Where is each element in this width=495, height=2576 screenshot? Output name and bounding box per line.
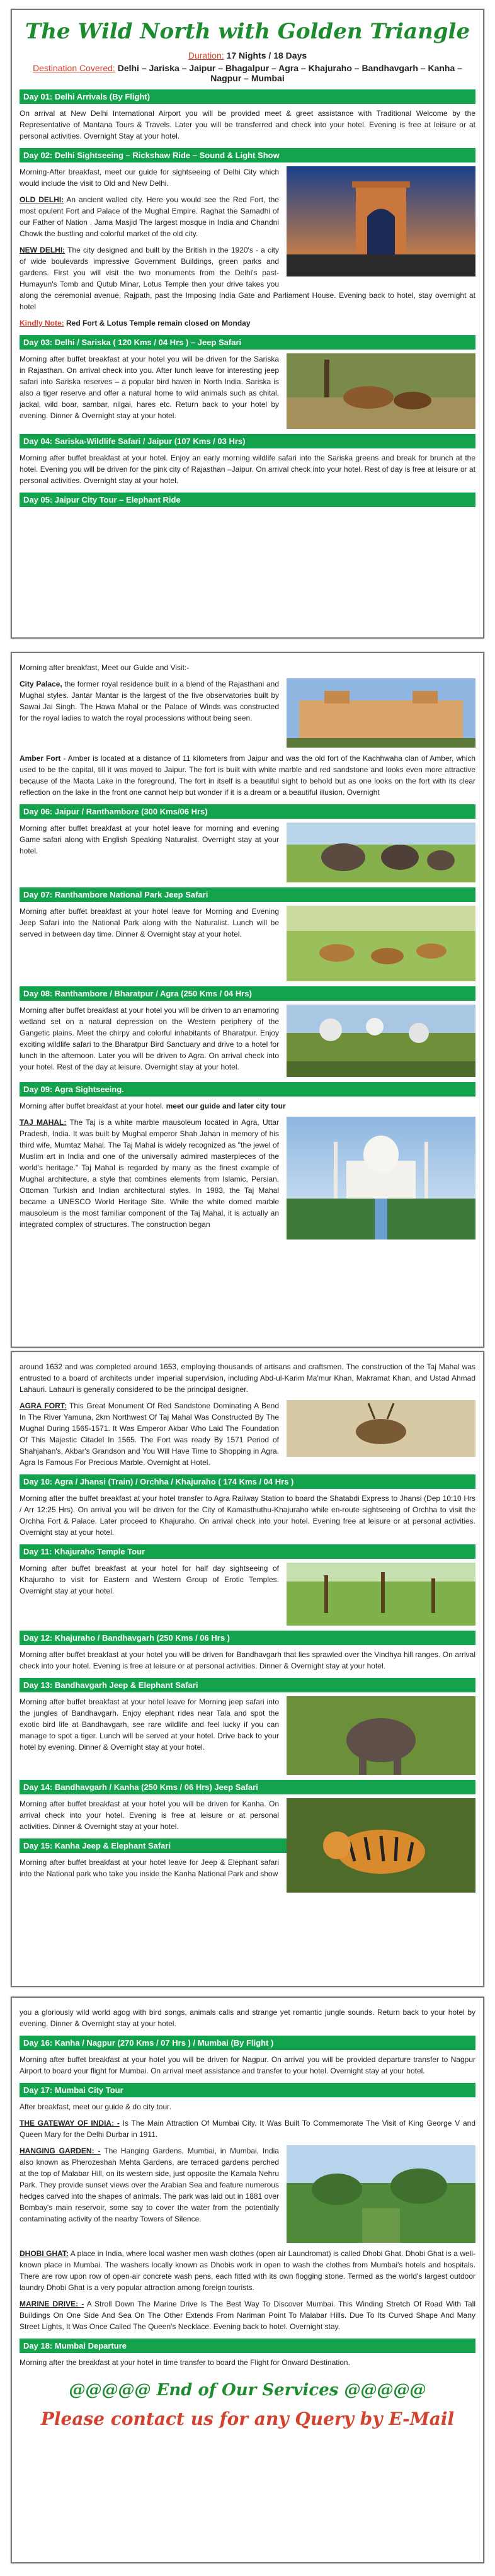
bharatpur-birds-photo xyxy=(287,1005,475,1077)
day-08-header: Day 08: Ranthambore / Bharatpur / Agra (250 Kms / 04 Hrs) xyxy=(20,986,475,1001)
kindly-note-label: Kindly Note: xyxy=(20,319,64,328)
agra-fort-deer-photo xyxy=(287,1400,475,1457)
page-4 xyxy=(11,1997,484,2563)
day-01-text: On arrival at New Delhi International Airport you will be provided meet & greet assistance with Traditional Welcome by the Representative of Mantana Tours & Travels. Later you will be transferred and check into your hotel. Evening is free at leisure or at personal activities. Overnight Stay at your hotel. xyxy=(20,109,475,140)
destinations-label: Destination Covered: xyxy=(33,63,115,73)
khajuraho-forest-photo xyxy=(287,1563,475,1626)
day-14-header: Day 14: Bandhavgarh / Kanha (250 Kms / 06 Hrs) Jeep Safari xyxy=(20,1780,475,1794)
marine-drive-paragraph xyxy=(20,2298,475,2332)
day-07-text: Morning after buffet breakfast at your hotel leave for Morning and Evening Jeep Safari into the National Park along with the Naturalist. Lunch will be served in between day time. Dinner & Overnight stay at your hotel. xyxy=(20,907,279,938)
marine-drive-text: A Stroll Down The Marine Drive Is The Best Way To Discover Mumbai. This Winding Stretch Of Road With Tall Buildings On One Side And Sea On The Other Extends From Nariman Point To Malabar Hills. Due To Its Curved Shape And Many Street Lights, It Was Once Called The Queen's Necklace. Evening back to hotel. Overnight stay. xyxy=(20,2300,476,2331)
contact-email-line: Please contact us for any Query by E-Mail xyxy=(40,2408,455,2429)
day-07-header: Day 07: Ranthambore National Park Jeep Safari xyxy=(20,887,475,902)
hanging-garden-label: HANGING GARDEN: - xyxy=(20,2146,101,2155)
page-1 xyxy=(11,9,484,639)
marine-drive-label: MARINE DRIVE: - xyxy=(20,2300,84,2308)
city-palace-text: the former royal residence built in a blend of the Rajasthani and Mughal styles. Jantar Mantar is the largest of the five observatories built by Sawai Jai Singh. The Hawa Mahal or the Palace of Winds was constructed for the royal ladies to watch the royal processions without being seen. xyxy=(20,680,280,722)
day-15-continued: you a gloriously wild world agog with bird songs, animals calls and strange yet romantic jungle sounds. Return back to your hotel by evening. Dinner & Overnight stay at your hotel. xyxy=(20,2008,475,2028)
taj-mahal-photo xyxy=(287,1117,475,1240)
ranthambore-elephants-photo xyxy=(287,823,475,882)
day-17-header: Day 17: Mumbai City Tour xyxy=(20,2083,475,2097)
day-03-header: Day 03: Delhi / Sariska ( 120 Kms / 04 Hrs ) – Jeep Safari xyxy=(20,335,475,350)
amber-fort-label: Amber Fort xyxy=(20,754,61,763)
kindly-note-text: Red Fort & Lotus Temple remain closed on Monday xyxy=(66,319,251,328)
taj-mahal-text: The Taj is a white marble mausoleum located in Agra, Uttar Pradesh, India. It was built by Mughal emperor Shah Jahan in memory of his third wife, Mumtaz Mahal. The Taj Mahal is widely recognized as "the jewel of Muslim art in India and one of the universally admired masterpieces of the world's heritage." Taj Mahal is regarded by many as the finest example of Mughal architecture, a style that combines elements from Islamic, Persian, Ottoman Turkish and Indian architectural styles. In 1983, the Taj Mahal became a UNESCO World Heritage Site. While the white domed marble mausoleum is the most familiar component of the Taj Mahal, it is actually an integrated complex of structures. The construction began xyxy=(20,1118,280,1229)
city-palace-photo xyxy=(287,678,475,748)
kindly-note xyxy=(20,317,475,329)
gateway-label: THE GATEWAY OF INDIA: - xyxy=(20,2119,120,2128)
day-01-header: Day 01: Delhi Arrivals (By Flight) xyxy=(20,89,475,104)
day-10-text: Morning after the buffet breakfast at your hotel transfer to Agra Railway Station to board the Shatabdi Express to Jhansi (Dep 10:10 Hrs / Arr 12:25 Hrs). On arrival you will be driven for the City of Kamasthuthu-Khajuraho while en-route sightseeing of Orchha to visit the Orchha Fort & Palace. Later proceed to Khajuraho. On arrival check into your hotel. Evening free at leisure or at personal activities. Overnight stay at your hotel. xyxy=(20,1494,475,1537)
day-04-header: Day 04: Sariska-Wildlife Safari / Jaipur (107 Kms / 03 Hrs) xyxy=(20,434,475,448)
city-palace-label: City Palace, xyxy=(20,680,62,688)
day-12-header: Day 12: Khajuraho / Bandhavgarh (250 Kms / 06 Hrs ) xyxy=(20,1631,475,1645)
day-09-header: Day 09: Agra Sightseeing. xyxy=(20,1082,475,1097)
hanging-garden-photo xyxy=(287,2145,475,2243)
amber-fort-paragraph xyxy=(20,753,475,798)
day-17-intro: After breakfast, meet our guide & do city tour. xyxy=(20,2102,171,2111)
duration-value: 17 Nights / 18 Days xyxy=(226,50,307,60)
new-delhi-label: NEW DELHI: xyxy=(20,246,65,254)
ranthambore-deer-photo xyxy=(287,906,475,981)
old-delhi-text: An ancient walled city. Here you would see the Red Fort, the most opulent Fort and Palace of the Mughal Empire. Raghat the Samadhi of our Father of Nation . Jama Masjid The largest mosque in India and Chandni Chowk the bustling and colorful market of the old city. xyxy=(20,195,279,238)
india-gate-photo xyxy=(287,166,475,276)
day-06-header: Day 06: Jaipur / Ranthambore (300 Kms/06 Hrs) xyxy=(20,804,475,819)
itinerary-title: The Wild North with Golden Triangle xyxy=(25,19,470,44)
day-08-text: Morning after buffet breakfast at your hotel you will be driven to an enamoring wetland set on a natural depression on the Western periphery of the Gangetic plains. Meet the chirpy and colorful inhabitants of Bharatpur. Enjoy exciting wildlife safari to the Bharatpur Bird Sanctuary and drive to a hotel for lunch in the afternoon. Later you will be driven to Agra. On arrival check into your hotel. Rest of the day at leisure. Overnight stay at your hotel. xyxy=(20,1006,279,1071)
gateway-text: Is The Main Attraction Of Mumbai City. It Was Built To Commemorate The Visit of King George V and Queen Mary for the Delhi Durbar in 1911. xyxy=(20,2119,475,2139)
day-10-header: Day 10: Agra / Jhansi (Train) / Orchha / Khajuraho ( 174 Kms / 04 Hrs ) xyxy=(20,1474,475,1489)
destinations-value: Delhi – Jariska – Jaipur – Bhagalpur – Agra – Khajuraho – Bandhavgarh – Kanha – Nagpur – Mumbai xyxy=(117,63,462,83)
day-12-text: Morning after buffet breakfast at your hotel you will be driven for Bandhavgarh that lies sprawled over the Vindhya hill ranges. On arrival check into your hotel. Evening is free at leisure or at personal activities. Dinner & Overnight stay at your hotel. xyxy=(20,1650,475,1670)
day-05-header: Day 05: Jaipur City Tour – Elephant Ride xyxy=(20,493,475,507)
new-delhi-text: The city designed and built by the British in the 1920's - a city of wide boulevards impressive Government Buildings, green parks and gardens. First you will visit the two monuments from the Delhi's past-Humayun's Tomb and Qutub Minar, Lotus Temple then your drive takes you along the ceremonial avenue, Rajpath, past the Imposing India Gate and Parliament House. Evening back to hotel, stay overnight at hotel xyxy=(20,246,475,311)
day-16-header: Day 16: Kanha / Nagpur (270 Kms / 07 Hrs ) / Mumbai (By Flight ) xyxy=(20,2036,475,2050)
day-15-header: Day 15: Kanha Jeep & Elephant Safari xyxy=(20,1838,475,1853)
day-18-header: Day 18: Mumbai Departure xyxy=(20,2339,475,2353)
dhobi-ghat-paragraph xyxy=(20,2248,475,2293)
day-15-text: Morning after buffet breakfast at your hotel leave for Jeep & Elephant safari into the National park who take you inside the Kanha National Park and show xyxy=(20,1858,279,1878)
gateway-paragraph xyxy=(20,2117,475,2140)
day-04-text: Morning after buffet breakfast at your hotel. Enjoy an early morning wildlife safari into the Sariska greens and break for brunch at the hotel. Evening you will be driven for the pink city of Rajasthan –Jaipur. On arrival check into your hotel. Rest of day is free at leisure or at personal activities. Overnight stay at your hotel. xyxy=(20,453,475,485)
duration-label: Duration: xyxy=(188,50,224,60)
day-09-intro-bold: meet our guide and later city tour xyxy=(166,1102,286,1110)
day-18-text: Morning after the breakfast at your hotel in time transfer to board the Flight for Onward Destination. xyxy=(20,2358,350,2367)
dhobi-ghat-label: DHOBI GHAT: xyxy=(20,2249,69,2258)
destinations-line xyxy=(20,63,475,83)
day-13-text: Morning after buffet breakfast at your hotel leave for Morning jeep safari into the jungles of Bandhavgarh. Enjoy elephant rides near Tala and spot the exotic bird life at Bandhavgarh, see rare wildlife and feel lucky if you can manage to spot a tiger. Lunch will be served at your hotel. Drive back to your hotel by evening. Dinner & Overnight stay at your hotel. xyxy=(20,1697,279,1752)
day-09-intro xyxy=(20,1100,475,1112)
hanging-garden-text: The Hanging Gardens, Mumbai, in Mumbai, India also known as Pherozeshah Mehta Gardens, are terraced gardens perched at the top of Malabar Hill, on its western side, just opposite the Kamala Nehru Park. They provide sunset views over the Arabian Sea and feature numerous hedges carved into the shapes of animals. The park was laid out in 1881 over Bombay's main reservoir, some say to cover the water from the potentially contaminating activity of the nearby Towers of Silence. xyxy=(20,2146,279,2223)
day-02-intro: Morning-After breakfast, meet our guide for sightseeing of Delhi City which would include the visit to Old and New Delhi. xyxy=(20,168,279,188)
old-delhi-label: OLD DELHI: xyxy=(20,195,64,204)
agra-fort-text: This Great Monument Of Red Sandstone Dominating A Bend In The River Yamuna, 2km Northwest Of Taj Mahal Was Constructed By The Mughal During 1565-1571. It Was Emperor Akbar Who Laid The Foundation Of This Majestic Citadel In 1565. The Fort was ready By 1571 Period of Shahjahan's, Akbar's Grandson and You Will Have Time to Shopping in Agra. Agra Is Famous For Precious Marble. Overnight at Hotel. xyxy=(20,1401,280,1467)
day-13-header: Day 13: Bandhavgarh Jeep & Elephant Safari xyxy=(20,1678,475,1692)
day-02-header: Day 02: Delhi Sightseeing – Rickshaw Ride – Sound & Light Show xyxy=(20,148,475,162)
day-09-intro-plain: Morning after buffet breakfast at your hotel. xyxy=(20,1102,164,1110)
agra-fort-label: AGRA FORT: xyxy=(20,1401,67,1410)
day-06-text: Morning after buffet breakfast at your hotel leave for morning and evening Game safari along with English Speaking Naturalist. Overnight stay at your hotel. xyxy=(20,824,279,855)
day-05-intro: Morning after breakfast, Meet our Guide and Visit:- xyxy=(20,663,190,672)
bandhavgarh-elephant-photo xyxy=(287,1696,475,1775)
page-3 xyxy=(11,1351,484,1987)
day-11-header: Day 11: Khajuraho Temple Tour xyxy=(20,1544,475,1559)
page-2 xyxy=(11,652,484,1348)
amber-fort-text: - Amber is located at a distance of 11 kilometers from Jaipur and was the old fort of the Kachhwaha clan of Amber, which used to be the capital, till it was moved to Jaipur. The fort is built with white marble and red sandstone and looks even more attractive because of the Maota Lake in the foreground. The fort in itself is a beautiful sight to behold but as one looks on the fort with its clear reflection on the lake in the front one cannot help but wonder if it is a dream or a beautiful illusion. Overnight xyxy=(20,754,475,797)
taj-mahal-label: TAJ MAHAL: xyxy=(20,1118,67,1127)
kanha-tiger-photo xyxy=(287,1798,475,1893)
day-16-text: Morning after buffet breakfast at your hotel you will be driven for Nagpur. On arrival you will be provided departure transfer to Nagpur Airport to board your flight for Mumbai. On arrival meet assistance and transfer to your hotel. Overnight stay at your hotel. xyxy=(20,2055,475,2075)
day-03-text: Morning after buffet breakfast at your hotel you will be driven for the Sariska in Rajasthan. On arrival check into you. After lunch leave for interesting jeep safari into Sariska reserves – a popular bird haven in North India. Sariska is also a tiger reserve and offer a natural home to wild animals such as chital, jackal, wild boar, sambar, nilgai, hares etc. Return back to your hotel by evening. Dinner & Overnight stay at your hotel. xyxy=(20,355,279,420)
end-of-services: @@@@@ End of Our Services @@@@@ xyxy=(69,2381,426,2400)
day-11-text: Morning after buffet breakfast at your hotel for half day sightseeing of Khajuraho to visit for Eastern and Western Group of Erotic Temples. Overnight stay at your hotel. xyxy=(20,1564,279,1595)
day-14-text: Morning after buffet breakfast at your hotel you will be driven for Kanha. On arrival check into your hotel. Evening is free at leisure or at personal activities. Dinner & Overnight stay at your hotel. xyxy=(20,1799,279,1831)
taj-mahal-continued: around 1632 and was completed around 1653, employing thousands of artisans and craftsmen. The construction of the Taj Mahal was entrusted to a board of architects under imperial supervision, including Abd-ul-Karim Ma'mur Khan, Makramat Khan, and Ustad Ahmad Lahauri. Lahauri is generally considered to be the principal designer. xyxy=(20,1362,475,1394)
sariska-deer-photo xyxy=(287,353,475,429)
dhobi-ghat-text: A place in India, where local washer men wash clothes (open air Laundromat) is called Dhobi Ghat. Dhobi Ghat is a well-known place in Mumbai. The washers locally known as Dhobis work in open to wash the clothes from Mumbai's hotels and hospitals. There are row upon row of open-air concrete wash pens, each fitted with its own flogging stone. Termed as the world's largest outdoor laundry Dhobi Ghat is a very popular attraction among foreign tourists. xyxy=(20,2249,475,2292)
duration-line xyxy=(20,50,475,60)
